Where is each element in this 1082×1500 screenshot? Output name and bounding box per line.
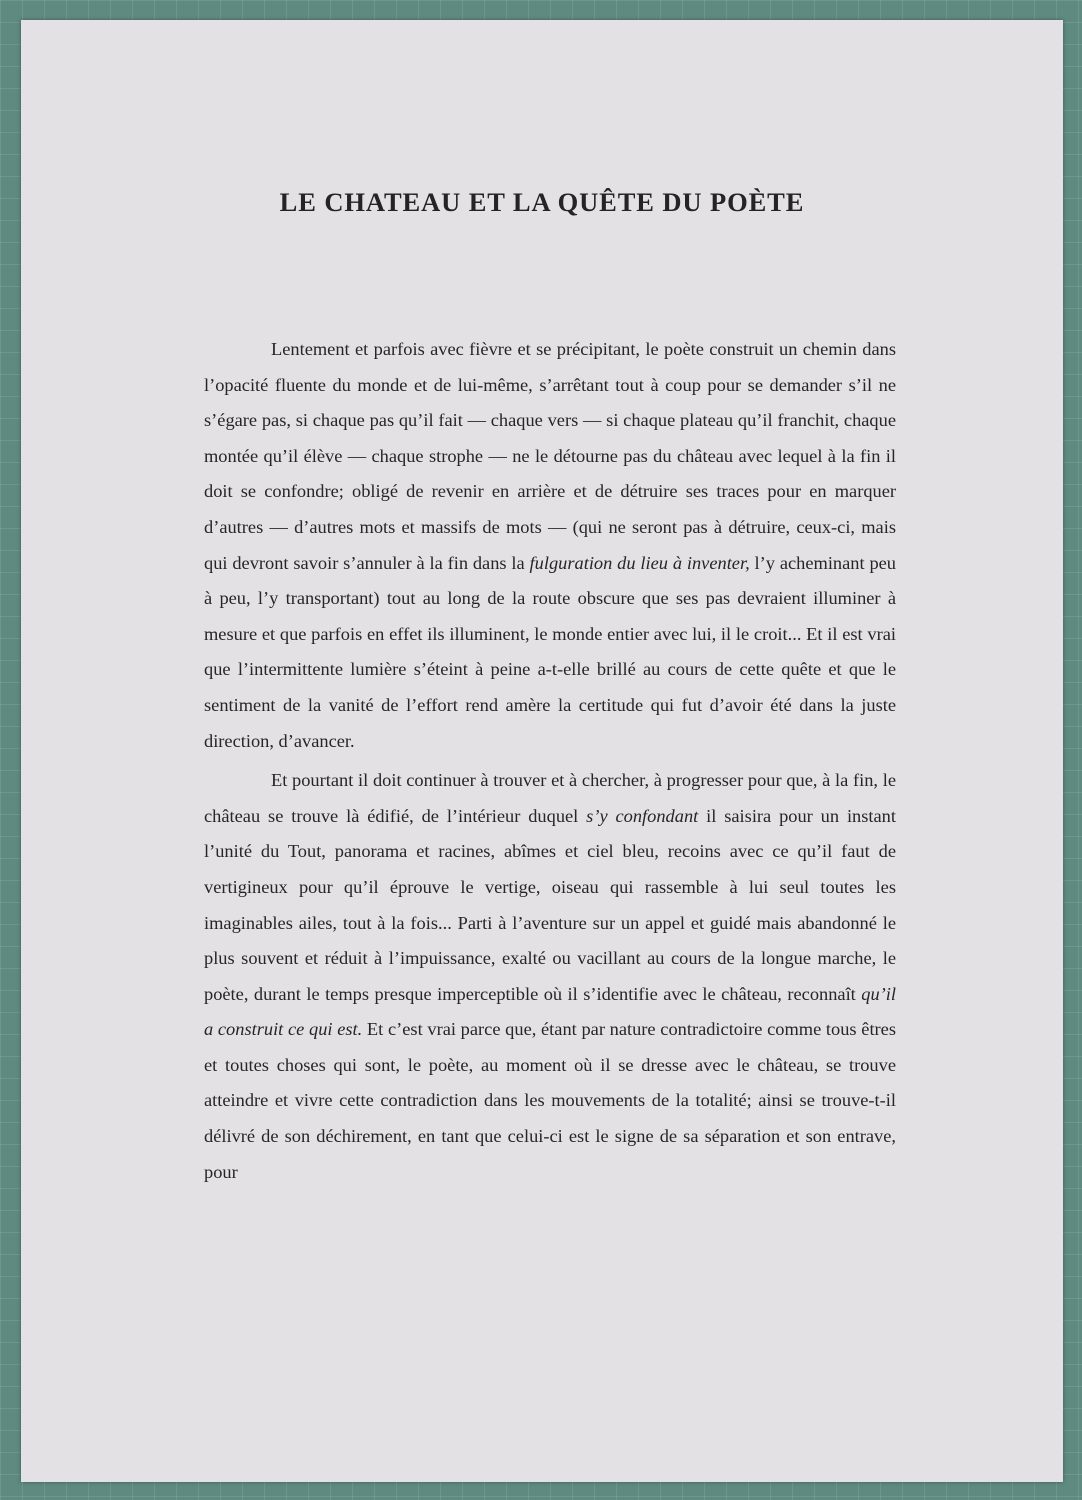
text-segment: l’y acheminant peu à peu, l’y transportant) tout au long de la route obscure que ses pas devraient illuminer à mesure et que parfois en effet ils illuminent, le monde entier avec lui, il le croit... Et il est vrai que l’intermittente lumière s’éteint à peine a-t-elle brillé au cours de cette quête et que le sentiment de la vanité de l’effort rend amère la certitude qui fut d’avoir été dans la juste direction, d’avancer. [204, 552, 896, 751]
body-text [204, 332, 896, 1190]
text-segment: Et pourtant il doit continuer à trouver et à chercher, à progresser pour que, à la fin, le château se trouve là édifié, de l’intérieur duquel [204, 770, 896, 826]
paper-sheet [21, 20, 1063, 1482]
text-segment: Et c’est vrai parce que, étant par nature contradictoire comme tous êtres et toutes choses qui sont, le poète, au moment où il se dresse avec le château, se trouve atteindre et vivre cette contradiction dans les mouvements de la totalité; ainsi se trouve-t-il délivré de son déchirement, en tant que celui-ci est le signe de sa séparation et son entrave, pour [204, 1019, 896, 1182]
paragraph-1 [204, 332, 896, 759]
italic-phrase: fulguration du lieu à inventer, [529, 552, 750, 573]
paragraph-2 [204, 763, 896, 1190]
italic-phrase: qu’il a construit ce qui est. [204, 983, 896, 1040]
page-title: LE CHATEAU ET LA QUÊTE DU POÈTE [279, 187, 805, 217]
text-segment: Lentement et parfois avec fièvre et se précipitant, le poète construit un chemin dans l’opacité fluente du monde et de lui-même, s’arrêtant tout à coup pour se demander s’il ne s’égare pas, si chaque pas qu’il fait — chaque vers — si chaque plateau qu’il franchit, chaque montée qu’il élève — chaque strophe — ne le détourne pas du château avec lequel à la fin il doit se confondre; obligé de revenir en arrière et de détruire ses traces pour en marquer d’autres — d’autres mots et massifs de mots — (qui ne seront pas à détruire, ceux-ci, mais qui devront savoir s’annuler à la fin dans la [204, 339, 896, 573]
text-segment: il saisira pour un instant l’unité du Tout, panorama et racines, abîmes et ciel bleu, recoins avec ce qu’il faut de vertigineux pour qu’il éprouve le vertige, oiseau qui rassemble à lui seul toutes les imaginables ailes, tout à la fois... Parti à l’aventure sur un appel et guidé mais abandonné le plus souvent et réduit à l’impuissance, exalté ou vacillant au cours de la longue marche, le poète, durant le temps presque imperceptible où il s’identifie avec le château, reconnaît [204, 805, 896, 1004]
italic-phrase: s’y confondant [586, 805, 699, 826]
